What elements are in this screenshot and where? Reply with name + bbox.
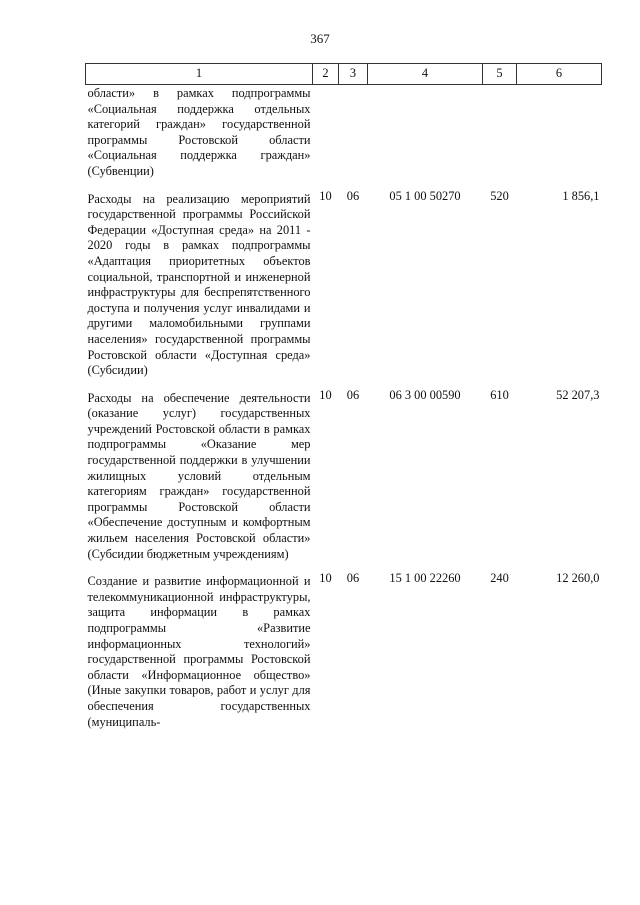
row-col-4: 05 1 00 50270 [389,188,461,203]
header-col-6: 6 [517,64,602,85]
table-header-row [86,64,602,85]
row-col-2: 10 [319,387,332,402]
table-row [86,388,602,572]
table-row [86,85,602,189]
row-col-4 [368,85,483,189]
row-col-5 [483,85,517,189]
row-description: Расходы на обеспечение деятельности (оказание услуг) государственных учреждений Ростовской области в рамках подпрограммы «Оказание мер государственной поддержки в улучшении жилищных условий отдельным категориям граждан» государственной программы Ростовской области «Обеспечение доступным и комфортным жильем населения Ростовской области» (Субсидии бюджетным учреждениям) [87,390,311,561]
row-col-3: 06 [346,188,360,203]
row-col-2 [313,85,339,189]
row-col-5: 610 [490,387,509,402]
row-description: Создание и развитие информационной и телекоммуникационной инфраструктуры, защита информации в рамках подпрограммы «Развитие информационных технологий» государственной программы Ростовской области «Информационное общество» (Иные закупки товаров, работ и услуг для обеспечения государственных (муниципаль- [87,574,311,729]
row-description: Расходы на реализацию мероприятий государственной программы Российской Федерации «Доступная среда» на 2011 - 2020 годы в рамках подпрограммы «Адаптация приоритетных объектов социальной, транспортной и инженерной инфраструктуры для беспрепятственного доступа и получения услуг инвалидами и другими маломобильными группами населения» государственной программы Ростовской области «Доступная среда» (Субсидии) [87,191,311,378]
row-col-3: 06 [346,571,360,586]
row-col-6: 1 856,1 [562,188,600,203]
row-description: области» в рамках подпрограммы «Социальная поддержка отдельных категорий граждан» государственной программы Ростовской области «Социальная поддержка граждан» (Субвенции) [87,86,311,178]
header-col-1: 1 [86,64,313,85]
row-col-2: 10 [319,188,332,203]
row-col-6: 52 207,3 [556,387,600,402]
row-col-2: 10 [319,571,332,586]
table-row [86,189,602,388]
row-col-6: 12 260,0 [556,571,600,586]
page-number: 367 [310,31,330,46]
budget-table [85,63,602,739]
row-col-6 [517,85,602,189]
row-col-3 [339,85,368,189]
row-col-5: 520 [490,188,509,203]
header-col-5: 5 [483,64,517,85]
row-col-5: 240 [490,571,509,586]
table-row [86,571,602,739]
row-col-3: 06 [346,387,360,402]
row-col-4: 06 3 00 00590 [389,387,461,402]
header-col-2: 2 [313,64,339,85]
header-col-4: 4 [368,64,483,85]
header-col-3: 3 [339,64,368,85]
row-col-4: 15 1 00 22260 [389,571,461,586]
